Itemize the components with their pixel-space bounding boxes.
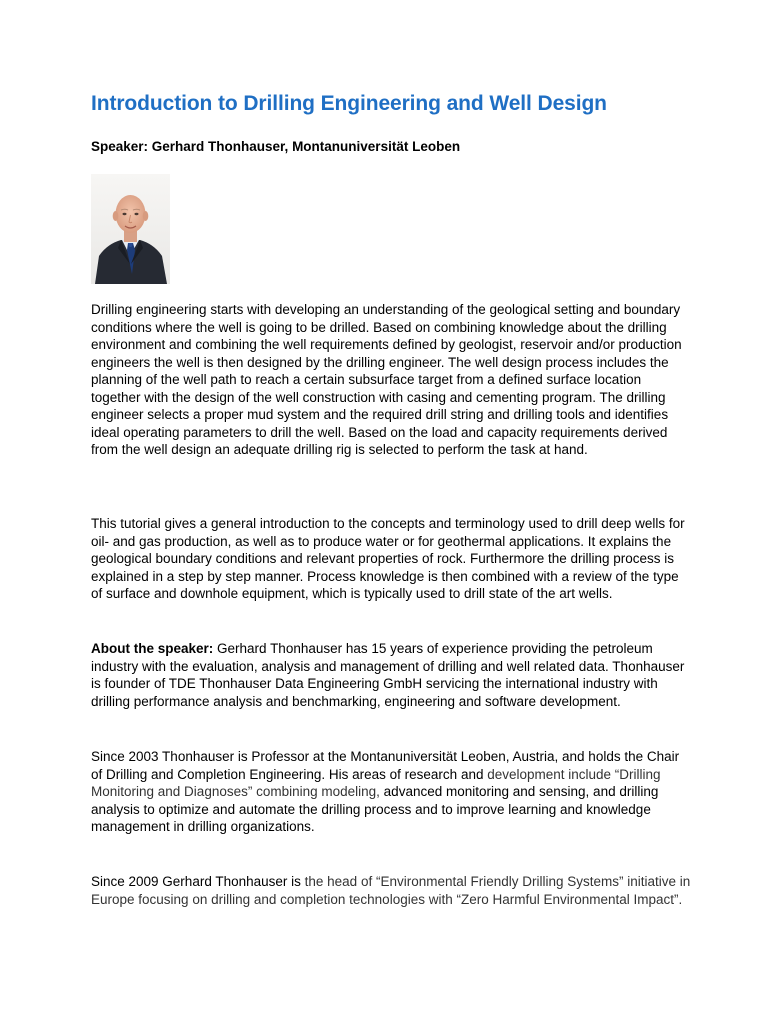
professor-paragraph xyxy=(91,748,691,836)
initiative-text-part1: Since 2009 Gerhard Thonhauser is xyxy=(91,874,305,889)
about-speaker-paragraph xyxy=(91,640,691,710)
professor-text-part1: Since 2003 Thonhauser is Professor at the Montanuniversität Leoben, Austria, and holds the Chair of Drilling and Completion Engineering. His areas of research and xyxy=(91,749,680,782)
tutorial-paragraph: This tutorial gives a general introduction to the concepts and terminology used to drill deep wells for oil- and gas production, as well as to produce water or for geothermal applications. It explains the geological boundary conditions and relevant properties of rock. Furthermore the drilling process is explained in a step by step manner. Process knowledge is then combined with a review of the type of surface and downhole equipment, which is typically used to drill state of the art wells. xyxy=(91,516,685,601)
initiative-text-part2: the head of “Environmental Friendly Drilling Systems” initiative in Europe focusing on drilling and completion technologies with “Zero Harmful Environmental Impact”. xyxy=(91,874,691,907)
about-speaker-label: About the speaker: xyxy=(91,641,214,656)
speaker-photo xyxy=(91,174,170,284)
intro-paragraph: Drilling engineering starts with developing an understanding of the geological setting and boundary conditions where the well is going to be drilled. Based on combining knowledge about the drilling environment and combining the well requirements defined by geologist, reservoir and/or production engineers the well is then designed by the drilling engineer. The well design process includes the planning of the well path to reach a certain subsurface target from a defined surface location together with the design of the well construction with casing and cementing program. The drilling engineer selects a proper mud system and the required drill string and drilling tools and identifies ideal operating parameters to drill the well. Based on the load and capacity requirements derived from the well design an adequate drilling rig is selected to perform the task at hand. xyxy=(91,302,682,457)
professor-text-part2: development include “Drilling Monitoring and Diagnoses” combining modeling, xyxy=(91,766,661,799)
document-title: Introduction to Drilling Engineering and Well Design xyxy=(91,92,607,115)
about-speaker-text: Gerhard Thonhauser has 15 years of experience providing the petroleum industry with the evaluation, analysis and management of drilling and well related data. Thonhauser is founder of TDE Thonhauser Data Engineering GmbH servicing the international industry with drilling performance analysis and benchmarking, engineering and software development. xyxy=(91,641,685,709)
speaker-line: Speaker: Gerhard Thonhauser, Montanuniversität Leoben xyxy=(91,139,461,154)
initiative-paragraph xyxy=(91,873,691,908)
professor-text-part3: advanced monitoring and sensing, and drilling analysis to optimize and automate the drilling process and to improve learning and knowledge management in drilling organizations. xyxy=(91,784,659,834)
